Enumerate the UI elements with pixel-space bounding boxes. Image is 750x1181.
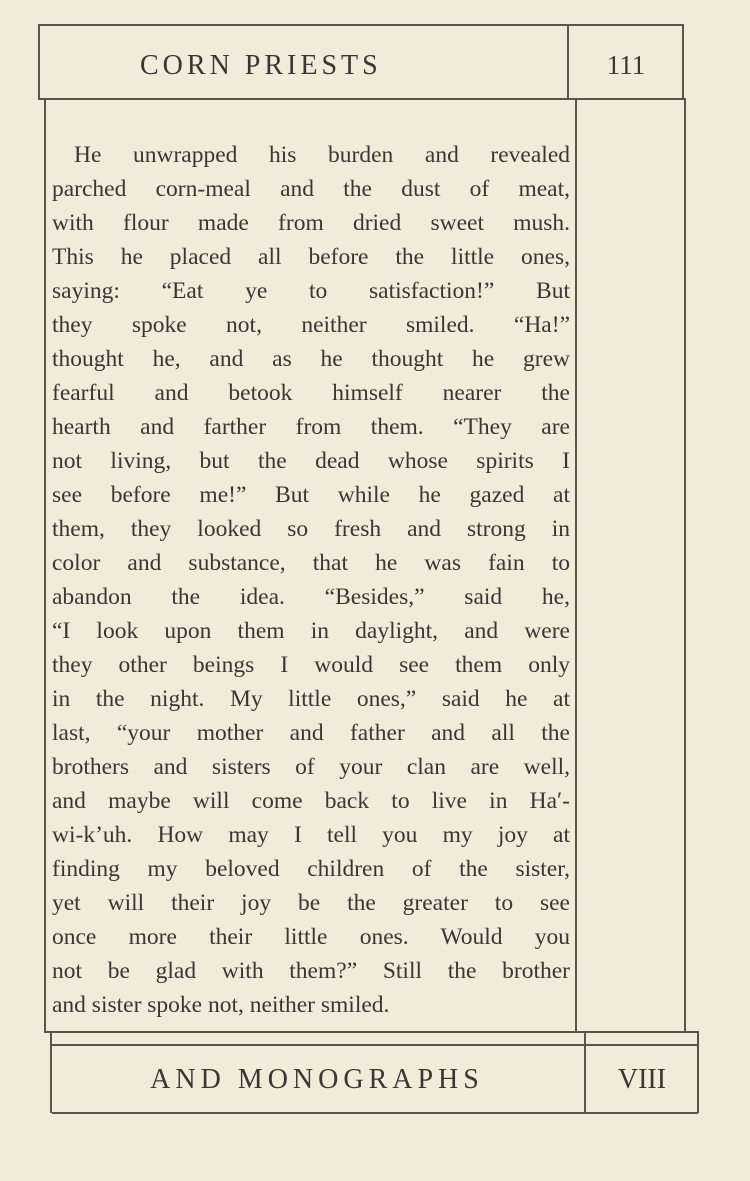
text-line: in the night. My little ones,” said he at bbox=[52, 686, 570, 712]
body-right-rule bbox=[684, 98, 686, 1033]
text-line: saying: “Eat ye to satisfaction!” But bbox=[52, 278, 570, 304]
footer-bottom-rule bbox=[52, 1112, 698, 1114]
text-line: not living, but the dead whose spirits I bbox=[52, 448, 570, 474]
volume-number: VIII bbox=[617, 1064, 667, 1095]
text-line: not be glad with them?” Still the brother bbox=[52, 958, 570, 984]
header-right-rule bbox=[682, 24, 684, 99]
text-line: thought he, and as he thought he grew bbox=[52, 346, 570, 372]
body-left-rule bbox=[44, 98, 46, 1033]
text-line: them, they looked so fresh and strong in bbox=[52, 516, 570, 542]
text-line: yet will their joy be the greater to see bbox=[52, 890, 570, 916]
header-bottom-rule bbox=[38, 98, 684, 100]
text-line: color and substance, that he was fain to bbox=[52, 550, 570, 576]
text-line: hearth and farther from them. “They are bbox=[52, 414, 570, 440]
text-line: and sister spoke not, neither smiled. bbox=[52, 992, 390, 1018]
footer-inner-rule bbox=[52, 1044, 698, 1046]
text-line: abandon the idea. “Besides,” said he, bbox=[52, 584, 570, 610]
text-line: parched corn-meal and the dust of meat, bbox=[52, 176, 570, 202]
text-line: He unwrapped his burden and revealed bbox=[74, 142, 570, 168]
series-title: AND MONOGRAPHS bbox=[150, 1064, 484, 1095]
text-line: with flour made from dried sweet mush. bbox=[52, 210, 570, 236]
body-divider-rule bbox=[575, 98, 577, 1033]
text-line: they other beings I would see them only bbox=[52, 652, 570, 678]
body-text bbox=[52, 138, 570, 1022]
text-line: they spoke not, neither smiled. “Ha!” bbox=[52, 312, 570, 338]
text-line: last, “your mother and father and all the bbox=[52, 720, 570, 746]
text-line: fearful and betook himself nearer the bbox=[52, 380, 570, 406]
text-line: brothers and sisters of your clan are well, bbox=[52, 754, 570, 780]
text-line: “I look upon them in daylight, and were bbox=[52, 618, 570, 644]
running-title: CORN PRIESTS bbox=[140, 50, 382, 81]
header-top-rule bbox=[38, 24, 682, 26]
text-line: see before me!” But while he gazed at bbox=[52, 482, 570, 508]
page-number: 111 bbox=[606, 50, 646, 80]
header-divider-rule bbox=[567, 24, 569, 99]
text-line: This he placed all before the little ones, bbox=[52, 244, 570, 270]
text-line: finding my beloved children of the sister, bbox=[52, 856, 570, 882]
text-line: and maybe will come back to live in Ha′- bbox=[52, 788, 570, 814]
text-line: wi-k’uh. How may I tell you my joy at bbox=[52, 822, 570, 848]
text-line: once more their little ones. Would you bbox=[52, 924, 570, 950]
header-left-rule bbox=[38, 24, 40, 99]
footer-top-rule bbox=[44, 1031, 698, 1033]
